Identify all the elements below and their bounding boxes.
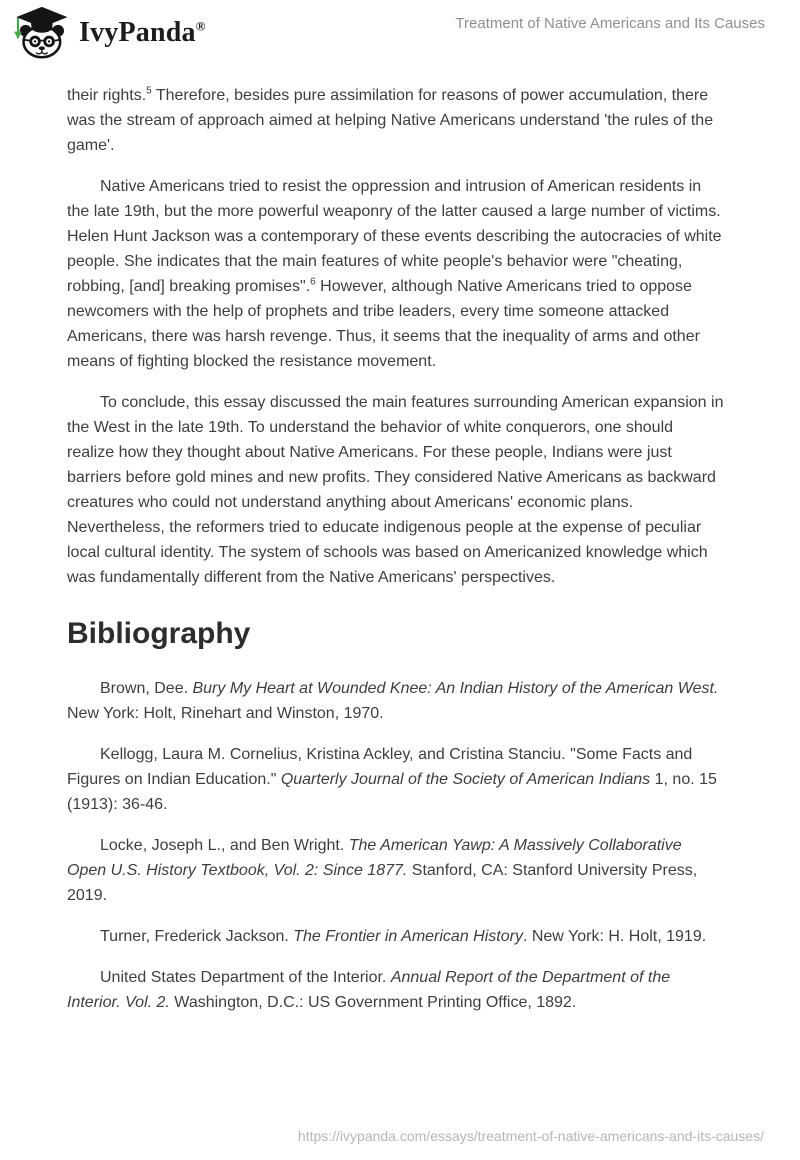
ivypanda-brand [12,6,206,59]
ivypanda-panda-graduation-cap-logo-icon [12,6,70,59]
essay-paragraph: To conclude, this essay discussed the main features surrounding American expansion in the West in the late 19th. To understand the behavior of white conquerors, one should realize how they thought about Native Americans. For these people, Indians were just barriers before gold mines and new profits. They considered Native Americans as backward creatures who could not understand anything about Americans' economic plans. Nevertheless, the reformers tried to educate indigenous people at the expense of peculiar local cultural identity. The system of schools was based on Americanized knowledge which was fundamentally different from the Native Americans' perspectives. [67,394,724,586]
bibliography-entry: United States Department of the Interior. Annual Report of the Department of the Interior. Vol. 2. Washington, D.C.: US Government Printing Office, 1892. [67,969,671,1011]
bibliography-entry: Turner, Frederick Jackson. The Frontier in American History. New York: H. Holt, 1919. [100,928,707,945]
document-title: Treatment of Native Americans and Its Causes [455,15,765,32]
essay-paragraph: Native Americans tried to resist the oppression and intrusion of American residents in the late 19th, but the more powerful weaponry of the latter caused a large number of victims. Helen Hunt Jackson was a contemporary of these events describing the autocracies of white people. She indicates that the main features of white people's behavior were "cheating, robbing, [and] breaking promises".$^6$ However, although Native Americans tried to oppose newcomers with the help of prophets and tribe leaders, every time someone attacked Americans, there was harsh revenge. Thus, it seems that the inequality of arms and other means of fighting blocked the resistance movement. [67,178,722,370]
registered-trademark-mark: ® [195,18,206,34]
brand-name: IvyPanda® [79,17,206,48]
bibliography-entry: Brown, Dee. Bury My Heart at Wounded Knee: An Indian History of the American West. New York: Holt, Rinehart and Winston, 1970. [67,680,719,722]
bibliography-entry: Kellogg, Laura M. Cornelius, Kristina Ackley, and Cristina Stanciu. "Some Facts and Figures on Indian Education." Quarterly Journal of the Society of American Indians 1, no. 15 (1913): 36-46. [67,746,717,813]
bibliography-entry: Locke, Joseph L., and Ben Wright. The American Yawp: A Massively Collaborative Open U.S. History Textbook, Vol. 2: Since 1877. Stanford, CA: Stanford University Press, 2019. [67,837,698,904]
essay-content [0,62,800,1015]
essay-paragraph: their rights.$^5$ Therefore, besides pure assimilation for reasons of power accumulation, there was the stream of approach aimed at helping Native Americans understand 'the rules of the game'. [67,85,714,154]
bibliography-heading: Bibliography [67,617,251,650]
source-url-link[interactable]: https://ivypanda.com/essays/treatment-of-native-americans-and-its-causes/ [297,1128,764,1144]
page-header [0,0,800,62]
